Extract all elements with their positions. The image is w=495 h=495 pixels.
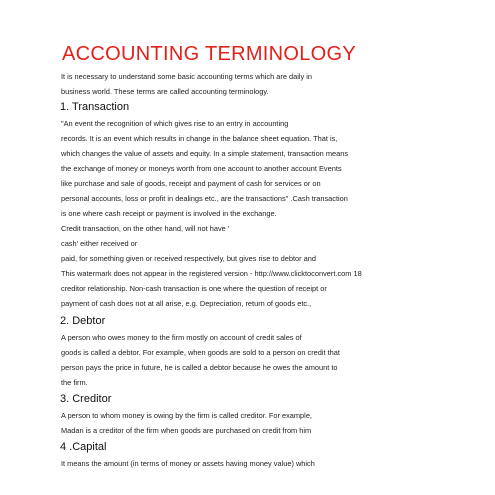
paragraph-line: paid, for something given or received respectively, but gives rise to debtor and [61,254,316,263]
paragraph-line: cash' either received or [61,239,138,248]
section-heading-creditor: 3. Creditor [60,393,112,405]
paragraph-line: goods is called a debtor. For example, when goods are sold to a person on credit that [61,348,340,357]
paragraph-line: personal accounts, loss or profit in dealings etc., are the transactions" .Cash transaction [61,194,348,203]
paragraph-line: the firm. [61,378,88,387]
paragraph-line: Credit transaction, on the other hand, will not have ' [61,224,230,233]
paragraph-line: is one where cash receipt or payment is involved in the exchange. [61,209,277,218]
section-heading-transaction: 1. Transaction [60,101,130,113]
paragraph-line: which changes the value of assets and equity. In a simple statement, transaction means [61,149,349,158]
paragraph-line: records. It is an event which results in change in the balance sheet equation. That is, [61,134,338,143]
paragraph-line: creditor relationship. Non-cash transaction is one where the question of receipt or [61,284,327,293]
paragraph-line: payment of cash does not at all arise, e.g. Depreciation, return of goods etc., [61,299,312,308]
paragraph-line: A person to whom money is owing by the firm is called creditor. For example, [61,411,312,420]
section-heading-debtor: 2. Debtor [60,315,106,327]
paragraph-line: person pays the price in future, he is called a debtor because he owes the amount to [61,363,338,372]
paragraph-line: It means the amount (in terms of money or assets having money value) which [61,459,315,468]
paragraph-line: the exchange of money or moneys worth from one account to another account Events [61,164,342,173]
paragraph-line: A person who owes money to the firm mostly on account of credit sales of [61,333,302,342]
paragraph-line: "An event the recognition of which gives rise to an entry in accounting [61,119,289,128]
watermark-line: This watermark does not appear in the registered version - http://www.clicktoconvert.com 18 [61,269,362,278]
section-heading-capital: 4 .Capital [60,441,107,453]
document-title: ACCOUNTING TERMINOLOGY [62,43,357,65]
intro-line: business world. These terms are called accounting terminology. [61,87,269,96]
paragraph-line: Madan is a creditor of the firm when goods are purchased on credit from him [61,426,312,435]
intro-line: It is necessary to understand some basic accounting terms which are daily in [61,72,312,81]
paragraph-line: like purchase and sale of goods, receipt and payment of cash for services or on [61,179,321,188]
